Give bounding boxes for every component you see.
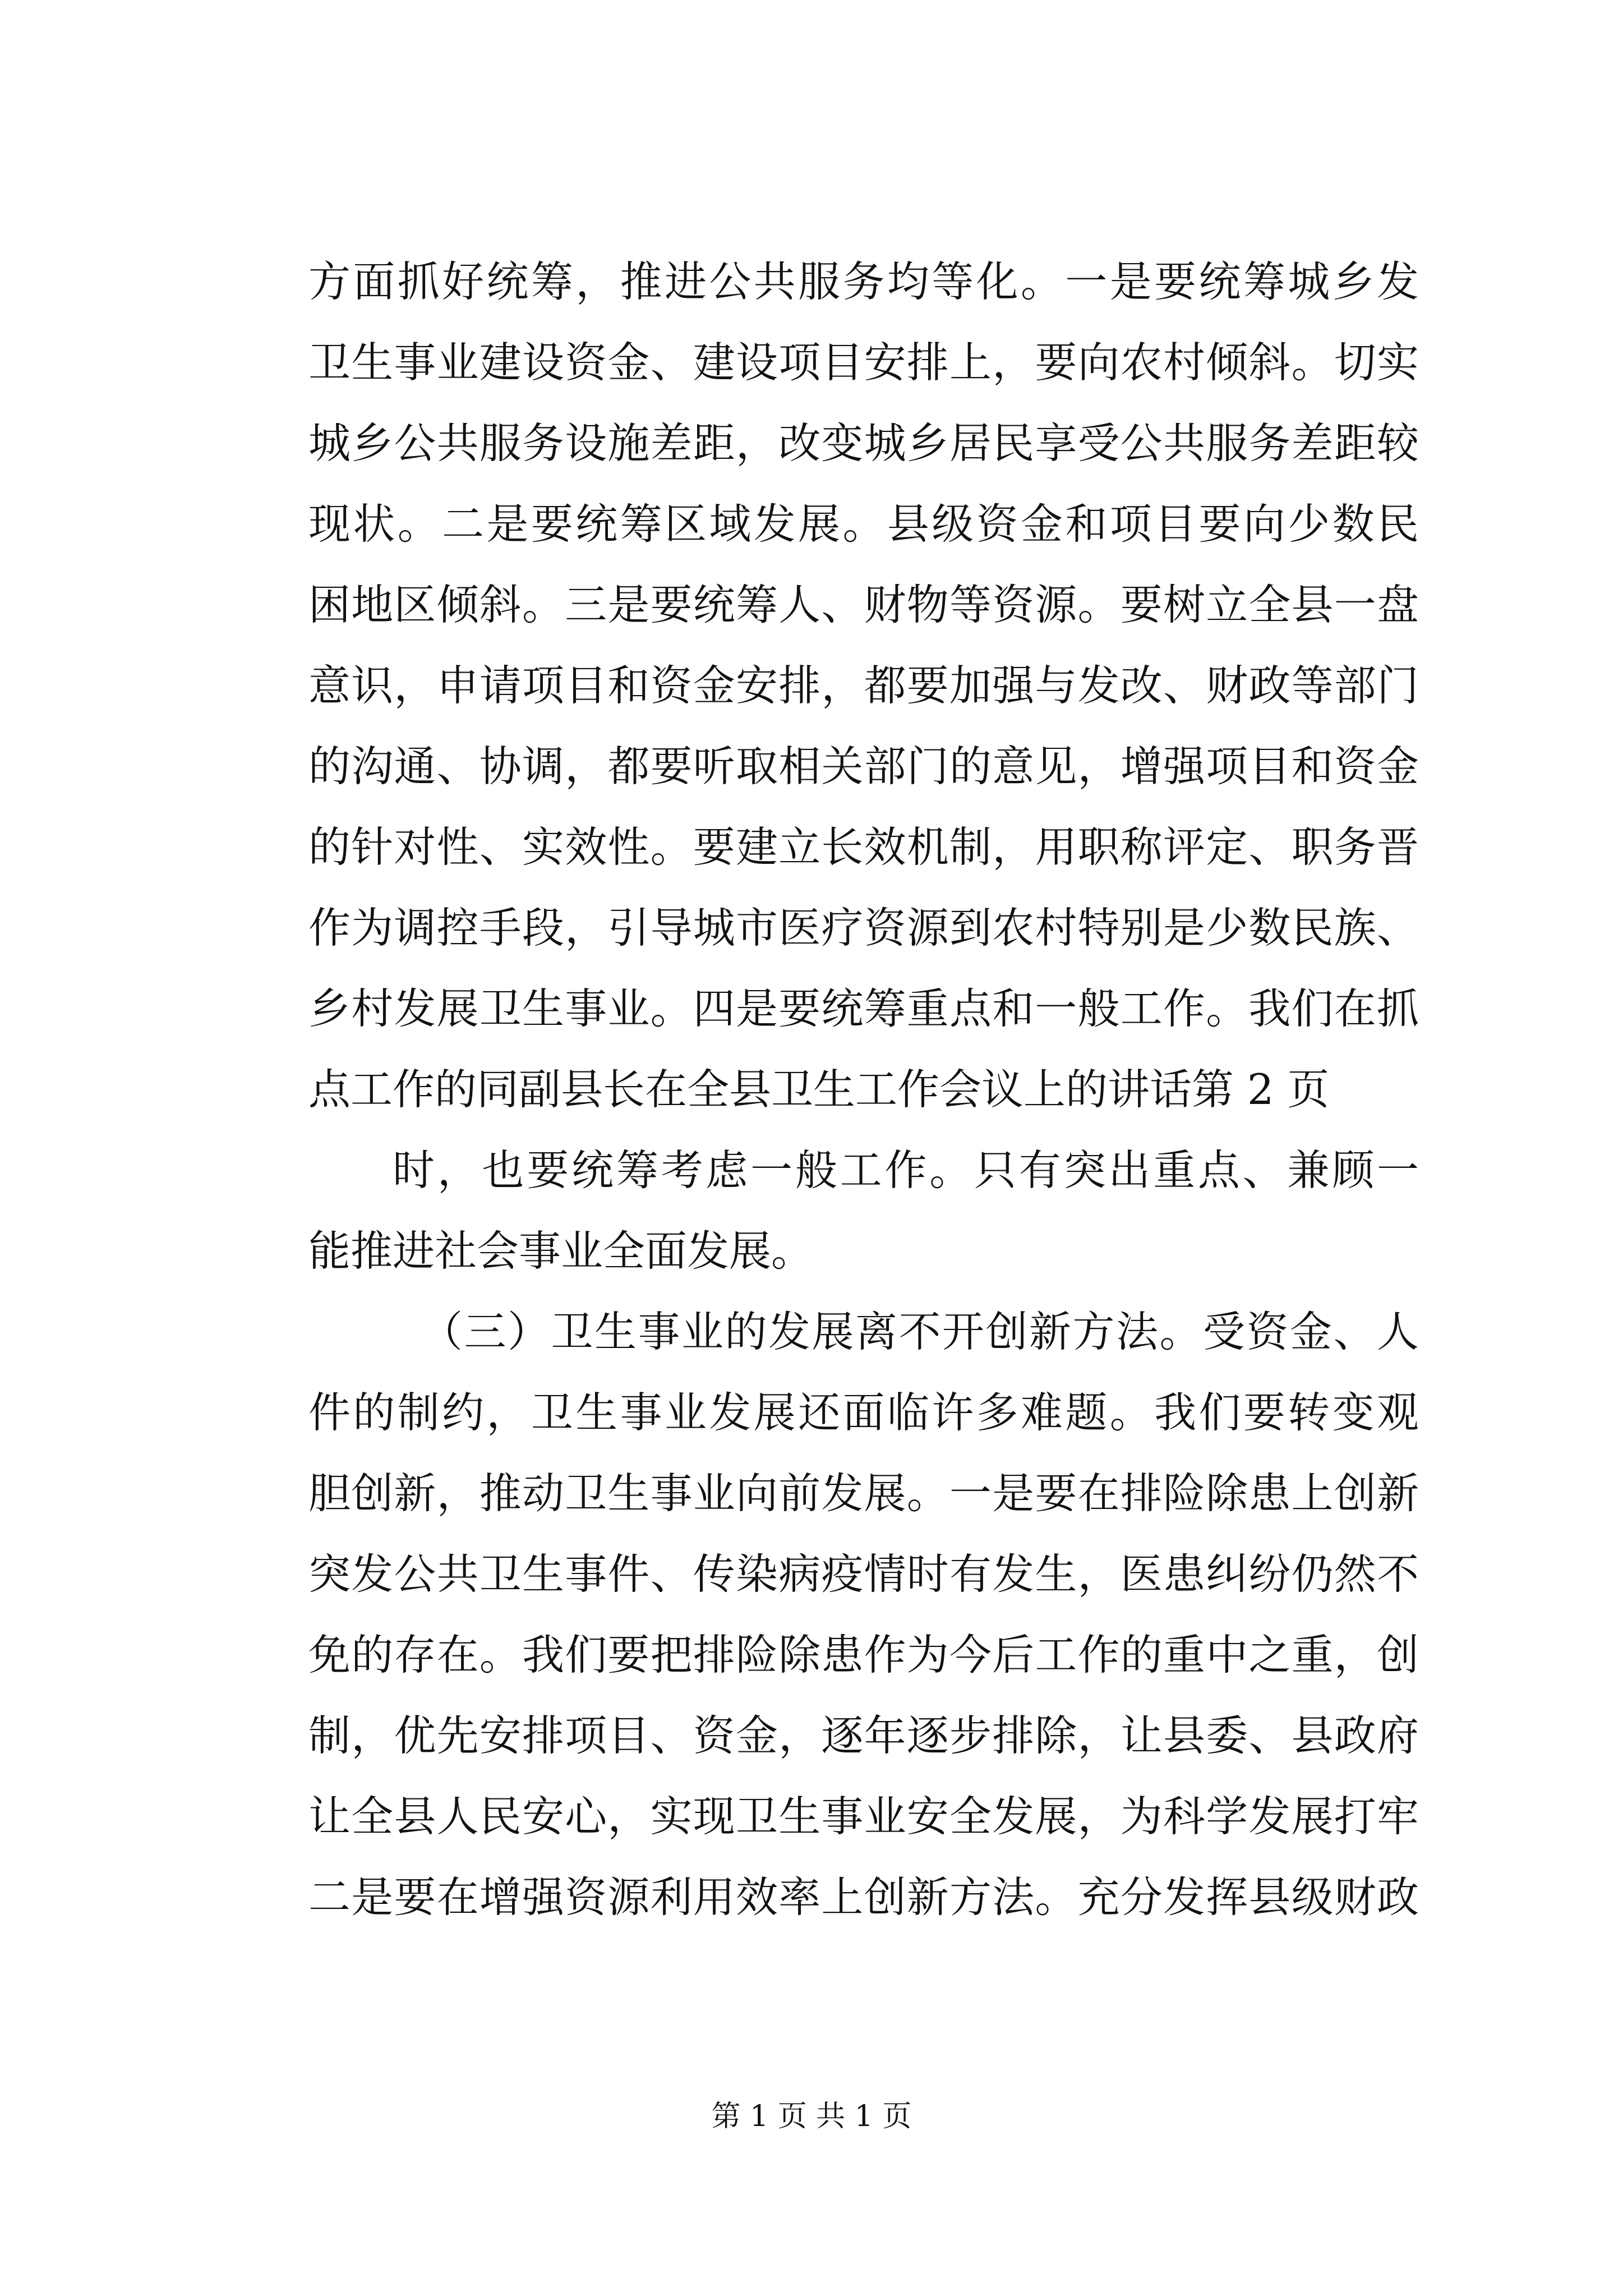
text-line-10: 乡村发展卫生事业。四是要统筹重点和一般工作。我们在抓 [308,984,1419,1033]
text-line-19: 制，优先安排项目、资金，逐年逐步排除，让县委、县政府 [308,1711,1419,1760]
page-footer [0,2092,1623,2134]
text-line-14: （三）卫生事业的发展离不开创新方法。受资金、人 [421,1307,1419,1356]
text-line-18: 免的存在。我们要把排险除患作为今后工作的重中之重，创 [308,1630,1419,1680]
text-line-7: 的沟通、协调，都要听取相关部门的意见，增强项目和资金 [308,742,1419,791]
text-line-11: 点工作的同副县长在全县卫生工作会议上的讲话第 2 页 [308,1065,1330,1114]
text-line-12: 时，也要统筹考虑一般工作。只有突出重点、兼顾一 [393,1145,1419,1195]
text-line-4: 现状。二是要统筹区域发展。县级资金和项目要向少数民 [308,499,1419,549]
text-line-15: 件的制约，卫生事业发展还面临许多难题。我们要转变观 [308,1388,1419,1437]
text-line-21: 二是要在增强资源利用效率上创新方法。充分发挥县级财政 [308,1872,1419,1922]
text-line-3: 城乡公共服务设施差距，改变城乡居民享受公共服务差距较 [308,418,1419,468]
text-line-1: 方面抓好统筹，推进公共服务均等化。一是要统筹城乡发 [308,257,1419,306]
page-number-label: 第 1 页 共 1 页 [711,2100,912,2133]
text-line-9: 作为调控手段，引导城市医疗资源到农村特别是少数民族、 [308,903,1419,953]
text-line-17: 突发公共卫生事件、传染病疫情时有发生，医患纠纷仍然不 [308,1549,1419,1599]
text-line-6: 意识，申请项目和资金安排，都要加强与发改、财政等部门 [308,661,1419,710]
document-body [308,241,1419,1938]
text-line-5: 困地区倾斜。三是要统筹人、财物等资源。要树立全县一盘 [308,580,1419,629]
text-line-2: 卫生事业建设资金、建设项目安排上，要向农村倾斜。切实 [308,338,1419,387]
text-line-20: 让全县人民安心，实现卫生事业安全发展，为科学发展打牢 [308,1792,1419,1841]
text-line-8: 的针对性、实效性。要建立长效机制，用职称评定、职务晋 [308,822,1419,872]
text-line-16: 胆创新，推动卫生事业向前发展。一是要在排险除患上创新 [308,1469,1419,1518]
text-line-13: 能推进社会事业全面发展。 [308,1226,814,1276]
